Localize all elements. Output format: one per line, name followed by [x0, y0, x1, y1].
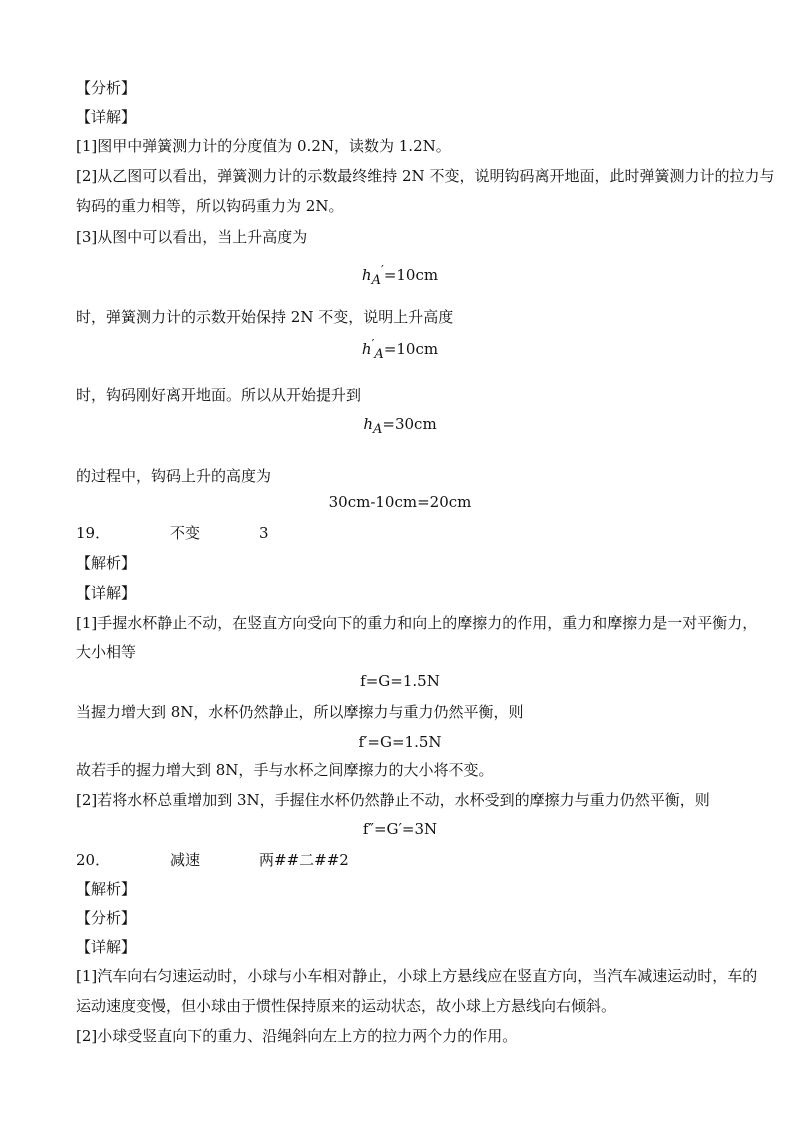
paragraph: 钩码的重力相等，所以钩码重力为 2N。	[76, 197, 344, 215]
answer-2: 两##二##2	[259, 851, 349, 869]
heading-analysis: 【分析】	[76, 79, 137, 97]
heading-analysis: 【分析】	[76, 909, 137, 927]
heading-detail: 【详解】	[76, 584, 137, 602]
paragraph: [2]若将水杯总重增加到 3N，手握住水杯仍然静止不动，水杯受到的摩擦力与重力仍然平衡，则	[76, 791, 710, 809]
question-number: 19．	[76, 524, 111, 542]
heading-detail: 【详解】	[76, 108, 137, 126]
paragraph: 时，弹簧测力计的示数开始保持 2N 不变，说明上升高度	[76, 308, 454, 326]
paragraph: 的过程中，钩码上升的高度为	[76, 467, 272, 485]
equation: $h_A=30cm$	[363, 415, 437, 437]
heading-explanation: 【解析】	[76, 880, 137, 898]
heading-explanation: 【解析】	[76, 554, 137, 572]
equation: f=G=1.5N	[360, 672, 440, 690]
equation: $h'_A=10cm$	[361, 336, 439, 362]
paragraph: 故若手的握力增大到 8N，手与水杯之间摩擦力的大小将不变。	[76, 761, 494, 779]
answer-1: 减速	[170, 851, 201, 869]
answer-2: 3	[259, 524, 269, 542]
paragraph: 运动速度变慢，但小球由于惯性保持原来的运动状态，故小球上方悬线向右倾斜。	[76, 997, 617, 1015]
paragraph: 当握力增大到 8N，水杯仍然静止，所以摩擦力与重力仍然平衡，则	[76, 703, 524, 721]
equation: $h_A'=10cm$	[361, 262, 439, 288]
equation: 30cm-10cm=20cm	[328, 493, 472, 511]
paragraph: [3]从图中可以看出，当上升高度为	[76, 228, 308, 246]
answer-1: 不变	[170, 524, 201, 542]
paragraph: [2]从乙图可以看出，弹簧测力计的示数最终维持 2N 不变，说明钩码离开地面，此时弹簧测力计的拉力与	[76, 167, 775, 185]
paragraph: [1]手握水杯静止不动，在竖直方向受向下的重力和向上的摩擦力的作用，重力和摩擦力是一对平衡力，	[76, 614, 758, 632]
equation: f″=G′=3N	[362, 820, 438, 838]
paragraph: [2]小球受竖直向下的重力、沿绳斜向左上方的拉力两个力的作用。	[76, 1027, 518, 1045]
paragraph: [1]汽车向右匀速运动时，小球与小车相对静止，小球上方悬线应在竖直方向，当汽车减速运动时，车的	[76, 967, 758, 985]
paragraph: 时，钩码刚好离开地面。所以从开始提升到	[76, 386, 362, 404]
heading-detail: 【详解】	[76, 938, 137, 956]
paragraph: 大小相等	[76, 643, 137, 661]
question-number: 20．	[76, 851, 111, 869]
equation: f′=G=1.5N	[358, 733, 442, 751]
paragraph: [1]图甲中弹簧测力计的分度值为 0.2N，读数为 1.2N。	[76, 137, 451, 155]
